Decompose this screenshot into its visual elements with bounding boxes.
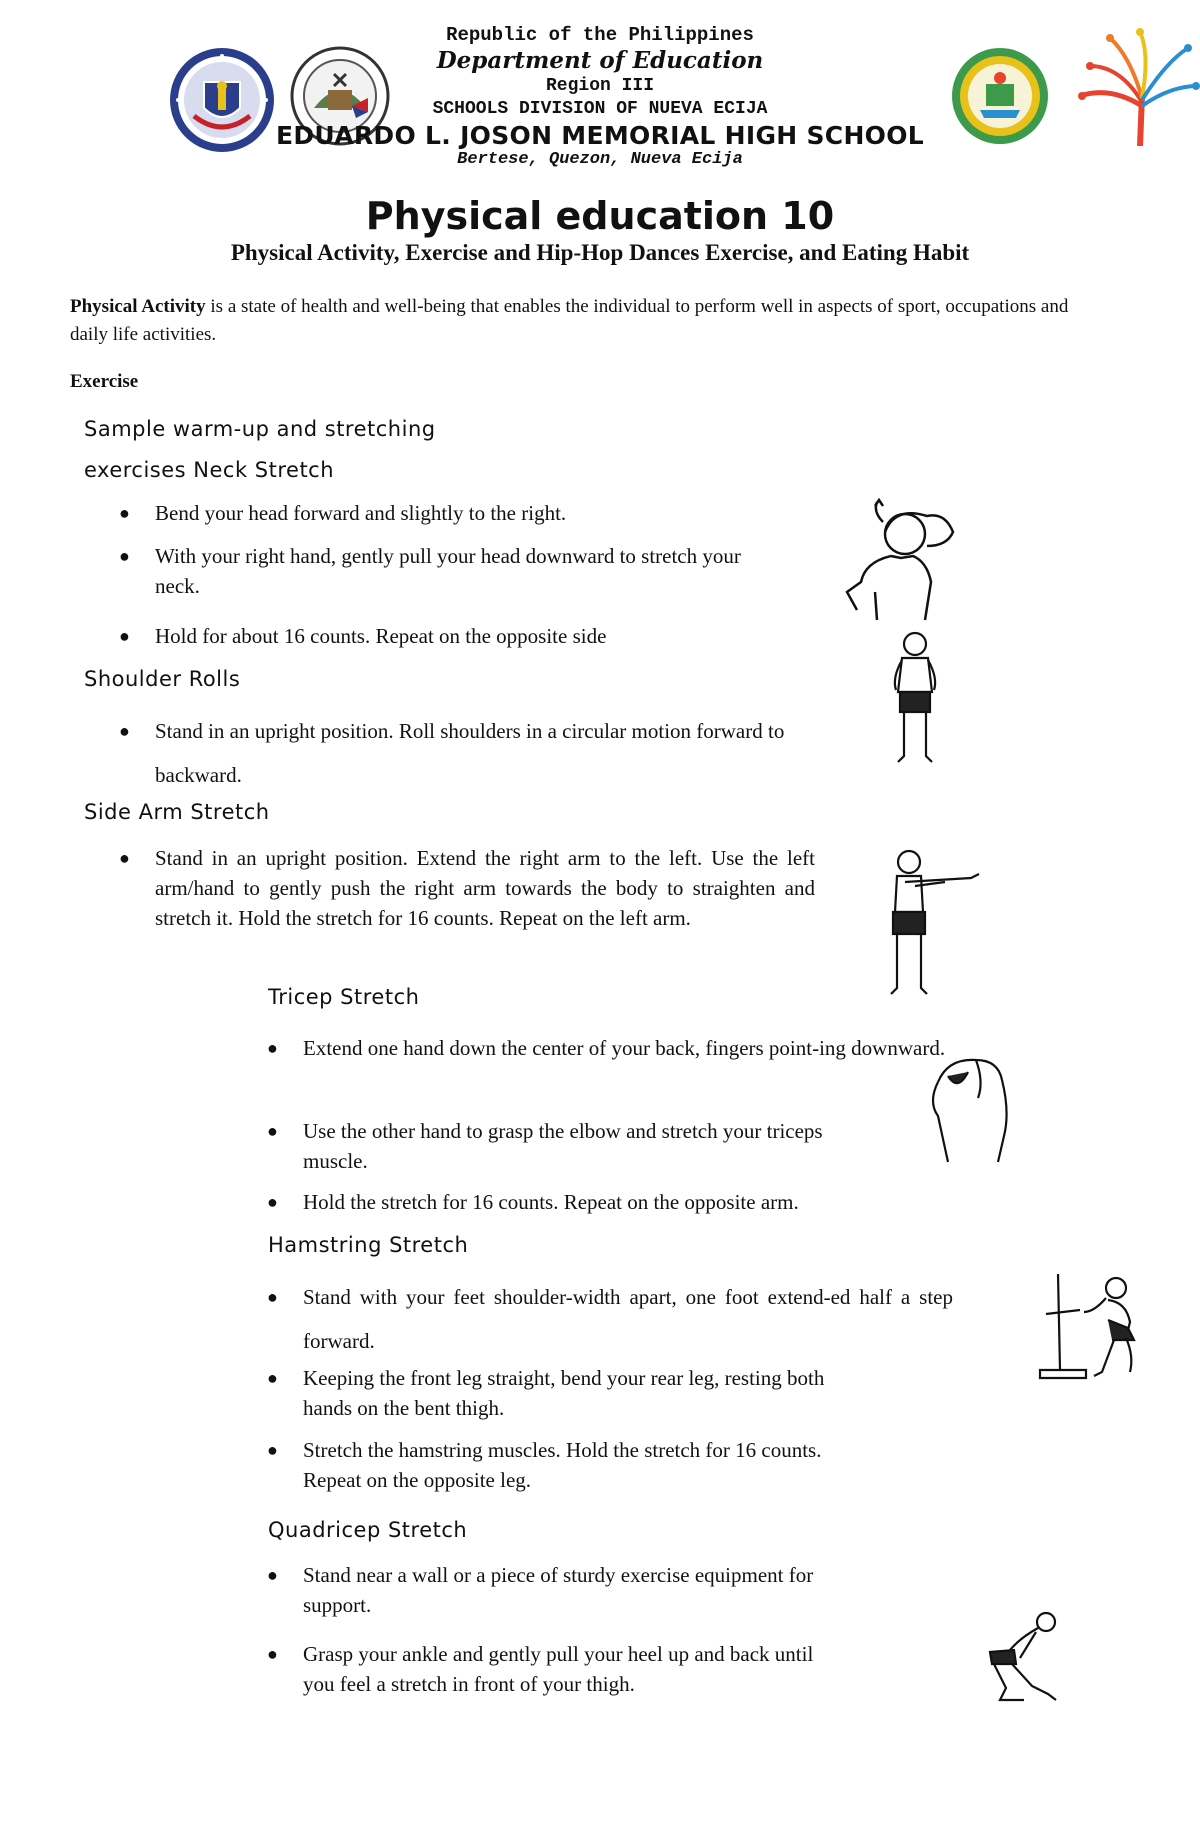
page-title: Physical education 10 (365, 194, 835, 238)
neck-bullet-1-text: Bend your head forward and slightly to the right. (155, 501, 567, 525)
header-address: Bertese, Quezon, Nueva Ecija (457, 150, 743, 169)
bullet-dot: ● (119, 503, 130, 523)
header-school-name: EDUARDO L. JOSON MEMORIAL HIGH SCHOOL (275, 121, 925, 150)
bullet-dot: ● (119, 546, 130, 566)
side-arm-bullet-1-text: Stand in an upright position. Extend the right arm to the left. Use the left arm/hand to gently push the right arm towards the body to straighten and stretch it. Hold the stretch for 16 counts. Repeat on the left arm. (155, 846, 815, 930)
bullet-dot: ● (267, 1192, 278, 1212)
hamstring-bullet-3 (267, 1435, 863, 1495)
bullet-dot: ● (267, 1644, 278, 1664)
shoulder-rolls-heading: Shoulder Rolls (84, 667, 241, 691)
hamstring-bullet-2 (267, 1363, 843, 1423)
intro-term: Physical Activity (70, 296, 206, 317)
side-arm-bullet-1 (119, 843, 815, 933)
tricep-bullet-1 (267, 1026, 948, 1070)
page-subtitle: Physical Activity, Exercise and Hip-Hop Dances Exercise, and Eating Habit (230, 240, 970, 265)
tricep-bullet-3 (267, 1187, 963, 1217)
quadricep-bullet-2 (267, 1639, 823, 1699)
bullet-dot: ● (267, 1287, 278, 1307)
shoulder-bullet-1-text: Stand in an upright position. Roll shoulders in a circular motion forward to backward. (155, 719, 785, 787)
tricep-stretch-figure (918, 1052, 1018, 1172)
bullet-dot: ● (267, 1121, 278, 1141)
tricep-heading: Tricep Stretch (268, 985, 420, 1009)
bullet-dot: ● (119, 626, 130, 646)
bullet-dot: ● (267, 1368, 278, 1388)
hamstring-heading: Hamstring Stretch (268, 1233, 469, 1257)
quadricep-bullet-2-text: Grasp your ankle and gently pull your heel up and back until you feel a stretch in front of your thigh. (303, 1642, 814, 1696)
side-arm-stretch-figure (875, 848, 985, 998)
neck-bullet-2 (119, 541, 775, 601)
bullet-dot: ● (119, 848, 130, 868)
header-republic: Republic of the Philippines (446, 24, 754, 46)
hamstring-stretch-figure (1030, 1272, 1150, 1382)
bullet-dot: ● (119, 721, 130, 741)
quadricep-bullet-1-text: Stand near a wall or a piece of sturdy exercise equipment for support. (303, 1563, 814, 1617)
neck-stretch-figure (835, 492, 985, 622)
tricep-bullet-2-text: Use the other hand to grasp the elbow and stretch your triceps muscle. (303, 1119, 823, 1173)
bullet-dot: ● (267, 1440, 278, 1460)
hamstring-bullet-1 (267, 1275, 953, 1363)
tricep-bullet-3-text: Hold the stretch for 16 counts. Repeat on the opposite arm. (303, 1190, 799, 1214)
intro-paragraph (70, 293, 1080, 349)
header-division: SCHOOLS DIVISION OF NUEVA ECIJA (432, 99, 768, 119)
sample-heading-line2: exercises Neck Stretch (84, 458, 335, 482)
shoulder-rolls-figure (880, 628, 950, 768)
sample-heading-line1: Sample warm-up and stretching (84, 417, 436, 441)
hamstring-bullet-2-text: Keeping the front leg straight, bend your rear leg, resting both hands on the bent thigh. (303, 1366, 825, 1420)
quadricep-bullet-1 (267, 1560, 823, 1620)
quadricep-stretch-figure (980, 1608, 1080, 1708)
bullet-dot: ● (267, 1565, 278, 1585)
exercise-label: Exercise (70, 371, 139, 392)
tricep-bullet-2 (267, 1116, 863, 1176)
tricep-bullet-1-text: Extend one hand down the center of your back, fingers point-ing downward. (303, 1036, 946, 1060)
neck-bullet-2-text: With your right hand, gently pull your head downward to stretch your neck. (155, 544, 741, 598)
quadricep-heading: Quadricep Stretch (268, 1518, 468, 1542)
neck-bullet-3 (119, 621, 835, 651)
intro-text: is a state of health and well-being that enables the individual to perform well in aspects of sport, occupations and daily life activities. (70, 296, 1069, 345)
side-arm-heading: Side Arm Stretch (84, 800, 270, 824)
hamstring-bullet-3-text: Stretch the hamstring muscles. Hold the stretch for 16 counts. Repeat on the opposite leg. (303, 1438, 822, 1492)
header-region: Region III (545, 76, 655, 96)
neck-bullet-1 (119, 498, 795, 528)
hamstring-bullet-1-text: Stand with your feet shoulder-width apart, one foot extend-ed half a step forward. (303, 1285, 953, 1353)
neck-bullet-3-text: Hold for about 16 counts. Repeat on the opposite side (155, 624, 607, 648)
header-department: Department of Education (436, 47, 764, 74)
shoulder-bullet-1 (119, 709, 855, 797)
bullet-dot: ● (267, 1038, 278, 1058)
